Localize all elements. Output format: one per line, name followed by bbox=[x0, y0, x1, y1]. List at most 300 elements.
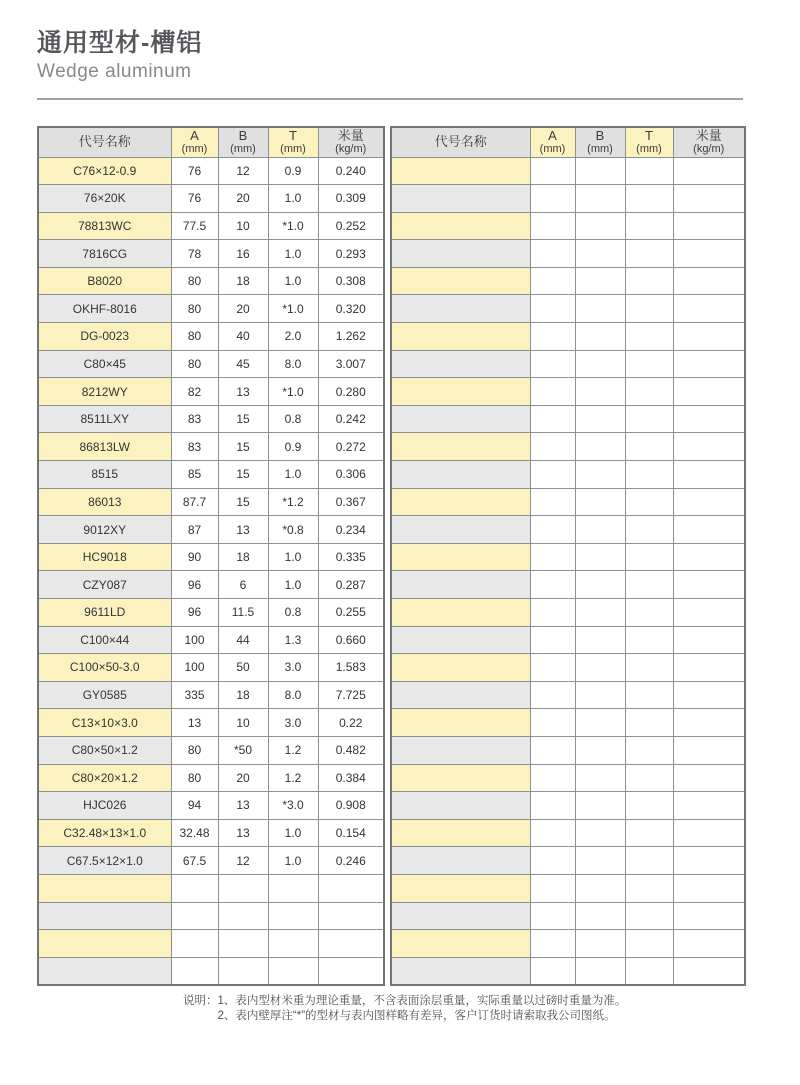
right-table bbox=[390, 126, 746, 986]
cell-b bbox=[575, 571, 625, 599]
table-row bbox=[38, 930, 384, 958]
cell-w bbox=[673, 378, 745, 406]
col-header-name bbox=[38, 127, 171, 157]
cell-name bbox=[38, 902, 171, 930]
col-header-name bbox=[391, 127, 530, 157]
cell-w bbox=[673, 764, 745, 792]
cell-w bbox=[673, 405, 745, 433]
cell-b bbox=[575, 847, 625, 875]
cell-t bbox=[625, 323, 673, 351]
cell-t bbox=[625, 681, 673, 709]
cell-a: 78 bbox=[171, 240, 218, 268]
cell-a: 80 bbox=[171, 764, 218, 792]
cell-t: 1.0 bbox=[268, 847, 318, 875]
cell-w bbox=[673, 681, 745, 709]
cell-w bbox=[673, 543, 745, 571]
cell-t bbox=[268, 957, 318, 985]
cell-name: 76×20K bbox=[38, 185, 171, 213]
cell-name bbox=[391, 267, 530, 295]
cell-w bbox=[673, 212, 745, 240]
cell-w: 0.306 bbox=[318, 461, 384, 489]
note-line-2: 2、表内壁厚注“*”的型材与表内图样略有差异，客户订货时请索取我公司图纸。 bbox=[217, 1009, 616, 1022]
cell-w: 0.272 bbox=[318, 433, 384, 461]
cell-a bbox=[530, 626, 575, 654]
cell-name bbox=[391, 709, 530, 737]
cell-a bbox=[530, 212, 575, 240]
cell-b: 45 bbox=[218, 350, 268, 378]
cell-t bbox=[625, 736, 673, 764]
cell-a: 100 bbox=[171, 654, 218, 682]
table-row bbox=[38, 240, 384, 268]
table-row bbox=[38, 185, 384, 213]
cell-a bbox=[530, 543, 575, 571]
cell-w: 0.280 bbox=[318, 378, 384, 406]
cell-name bbox=[391, 295, 530, 323]
cell-name: 9012XY bbox=[38, 516, 171, 544]
cell-a bbox=[530, 930, 575, 958]
cell-t bbox=[625, 930, 673, 958]
col-header-a-label: A bbox=[190, 128, 199, 144]
cell-w bbox=[318, 930, 384, 958]
cell-b bbox=[575, 736, 625, 764]
table-row bbox=[391, 681, 745, 709]
table-row bbox=[391, 267, 745, 295]
cell-a: 335 bbox=[171, 681, 218, 709]
table-row bbox=[391, 792, 745, 820]
col-header-weight bbox=[673, 127, 745, 157]
cell-b bbox=[575, 681, 625, 709]
table-row bbox=[38, 681, 384, 709]
cell-a bbox=[530, 405, 575, 433]
col-header-weight-unit: (kg/m) bbox=[693, 143, 725, 156]
cell-name bbox=[391, 571, 530, 599]
table-row bbox=[391, 764, 745, 792]
cell-w bbox=[673, 267, 745, 295]
cell-name bbox=[391, 240, 530, 268]
cell-name bbox=[391, 736, 530, 764]
cell-t bbox=[625, 240, 673, 268]
cell-t bbox=[625, 461, 673, 489]
cell-a: 32.48 bbox=[171, 819, 218, 847]
cell-b: 16 bbox=[218, 240, 268, 268]
cell-a bbox=[530, 323, 575, 351]
cell-name: 8212WY bbox=[38, 378, 171, 406]
cell-a: 80 bbox=[171, 295, 218, 323]
cell-name: C100×50-3.0 bbox=[38, 654, 171, 682]
table-row bbox=[391, 323, 745, 351]
col-header-a-label: A bbox=[548, 128, 557, 144]
cell-a bbox=[530, 709, 575, 737]
spec-table bbox=[390, 126, 746, 986]
cell-w: 0.234 bbox=[318, 516, 384, 544]
cell-b bbox=[575, 240, 625, 268]
cell-b bbox=[575, 709, 625, 737]
cell-w bbox=[673, 571, 745, 599]
cell-w bbox=[673, 516, 745, 544]
table-row bbox=[391, 571, 745, 599]
header-row bbox=[38, 127, 384, 157]
cell-t: 3.0 bbox=[268, 709, 318, 737]
cell-a: 87.7 bbox=[171, 488, 218, 516]
cell-name bbox=[391, 378, 530, 406]
col-header-t-label: T bbox=[289, 128, 297, 144]
cell-a bbox=[530, 792, 575, 820]
cell-name bbox=[391, 461, 530, 489]
cell-b bbox=[575, 323, 625, 351]
cell-b bbox=[575, 654, 625, 682]
cell-a: 96 bbox=[171, 599, 218, 627]
cell-name: 8515 bbox=[38, 461, 171, 489]
cell-t: 1.0 bbox=[268, 267, 318, 295]
table-row bbox=[391, 461, 745, 489]
cell-name bbox=[391, 350, 530, 378]
spec-table bbox=[37, 126, 385, 986]
cell-b bbox=[575, 350, 625, 378]
table-row bbox=[38, 819, 384, 847]
cell-b: 13 bbox=[218, 819, 268, 847]
table-row bbox=[391, 736, 745, 764]
cell-a: 82 bbox=[171, 378, 218, 406]
title-rule bbox=[37, 98, 743, 100]
cell-name: C76×12-0.9 bbox=[38, 157, 171, 185]
col-header-t-unit: (mm) bbox=[636, 143, 662, 156]
cell-w bbox=[673, 599, 745, 627]
cell-b: *50 bbox=[218, 736, 268, 764]
cell-t: 0.8 bbox=[268, 405, 318, 433]
cell-w: 0.255 bbox=[318, 599, 384, 627]
col-header-name-label: 代号名称 bbox=[434, 134, 487, 150]
cell-w: 0.660 bbox=[318, 626, 384, 654]
cell-t: *1.0 bbox=[268, 212, 318, 240]
cell-a bbox=[530, 295, 575, 323]
table-row bbox=[391, 543, 745, 571]
cell-t bbox=[268, 874, 318, 902]
cell-name bbox=[391, 654, 530, 682]
cell-t bbox=[625, 847, 673, 875]
cell-w bbox=[673, 902, 745, 930]
cell-w bbox=[673, 957, 745, 985]
cell-w bbox=[673, 792, 745, 820]
col-header-b-label: B bbox=[238, 128, 248, 144]
cell-name bbox=[391, 764, 530, 792]
table-row bbox=[391, 212, 745, 240]
cell-w: 1.262 bbox=[318, 323, 384, 351]
cell-w bbox=[673, 874, 745, 902]
table-row bbox=[391, 433, 745, 461]
table-row bbox=[391, 350, 745, 378]
table-row bbox=[38, 957, 384, 985]
cell-b: 11.5 bbox=[218, 599, 268, 627]
page-title: 通用型材-槽铝 bbox=[37, 29, 203, 57]
cell-name: C80×45 bbox=[38, 350, 171, 378]
cell-w: 0.22 bbox=[318, 709, 384, 737]
cell-name bbox=[391, 323, 530, 351]
cell-a: 96 bbox=[171, 571, 218, 599]
cell-t bbox=[625, 433, 673, 461]
cell-t: 0.8 bbox=[268, 599, 318, 627]
cell-t: 1.0 bbox=[268, 543, 318, 571]
table-row bbox=[38, 405, 384, 433]
cell-a bbox=[171, 902, 218, 930]
cell-name bbox=[391, 902, 530, 930]
cell-w: 0.242 bbox=[318, 405, 384, 433]
cell-a: 90 bbox=[171, 543, 218, 571]
cell-name: C67.5×12×1.0 bbox=[38, 847, 171, 875]
table-row bbox=[391, 488, 745, 516]
cell-a: 76 bbox=[171, 157, 218, 185]
cell-w: 3.007 bbox=[318, 350, 384, 378]
col-header-t-unit: (mm) bbox=[280, 143, 306, 156]
cell-name: C13×10×3.0 bbox=[38, 709, 171, 737]
cell-t: 1.3 bbox=[268, 626, 318, 654]
cell-t: *3.0 bbox=[268, 792, 318, 820]
col-header-t bbox=[625, 127, 673, 157]
cell-t bbox=[268, 902, 318, 930]
cell-a: 85 bbox=[171, 461, 218, 489]
cell-w bbox=[673, 930, 745, 958]
cell-a bbox=[530, 350, 575, 378]
cell-name bbox=[391, 626, 530, 654]
cell-b bbox=[575, 378, 625, 406]
cell-a bbox=[171, 957, 218, 985]
cell-b bbox=[575, 599, 625, 627]
cell-name bbox=[391, 488, 530, 516]
cell-b bbox=[575, 488, 625, 516]
cell-w: 1.583 bbox=[318, 654, 384, 682]
cell-name: C80×20×1.2 bbox=[38, 764, 171, 792]
cell-a: 94 bbox=[171, 792, 218, 820]
cell-w bbox=[673, 488, 745, 516]
cell-b: 44 bbox=[218, 626, 268, 654]
cell-b: 12 bbox=[218, 157, 268, 185]
cell-b: 15 bbox=[218, 488, 268, 516]
col-header-b bbox=[218, 127, 268, 157]
cell-name: HC9018 bbox=[38, 543, 171, 571]
cell-t bbox=[625, 267, 673, 295]
table-row bbox=[38, 543, 384, 571]
cell-b: 15 bbox=[218, 433, 268, 461]
cell-name: CZY087 bbox=[38, 571, 171, 599]
cell-a bbox=[530, 599, 575, 627]
cell-name bbox=[391, 157, 530, 185]
cell-name bbox=[391, 185, 530, 213]
cell-b bbox=[575, 516, 625, 544]
cell-t bbox=[625, 957, 673, 985]
table-row bbox=[38, 378, 384, 406]
cell-name bbox=[391, 681, 530, 709]
cell-w bbox=[673, 157, 745, 185]
table-row bbox=[38, 295, 384, 323]
table-row bbox=[38, 212, 384, 240]
cell-a: 80 bbox=[171, 350, 218, 378]
cell-w bbox=[673, 847, 745, 875]
cell-w bbox=[673, 709, 745, 737]
col-header-b-label: B bbox=[595, 128, 605, 144]
cell-w bbox=[673, 323, 745, 351]
table-row bbox=[391, 626, 745, 654]
cell-name bbox=[391, 819, 530, 847]
notes bbox=[183, 994, 800, 1024]
cell-a bbox=[530, 847, 575, 875]
cell-t: 1.0 bbox=[268, 461, 318, 489]
cell-t bbox=[625, 378, 673, 406]
table-row bbox=[391, 847, 745, 875]
cell-name: GY0585 bbox=[38, 681, 171, 709]
cell-b: 20 bbox=[218, 295, 268, 323]
header-row bbox=[391, 127, 745, 157]
cell-b bbox=[575, 405, 625, 433]
cell-a bbox=[530, 957, 575, 985]
cell-name: OKHF-8016 bbox=[38, 295, 171, 323]
cell-a: 76 bbox=[171, 185, 218, 213]
cell-a bbox=[530, 516, 575, 544]
cell-w: 0.367 bbox=[318, 488, 384, 516]
table-row bbox=[38, 599, 384, 627]
col-header-name-label: 代号名称 bbox=[78, 134, 131, 150]
table-row bbox=[38, 654, 384, 682]
cell-b: 13 bbox=[218, 516, 268, 544]
table-row bbox=[391, 654, 745, 682]
cell-w bbox=[673, 240, 745, 268]
cell-name: 86813LW bbox=[38, 433, 171, 461]
col-header-a bbox=[530, 127, 575, 157]
notes-label: 说明： bbox=[183, 994, 218, 1007]
cell-a bbox=[530, 267, 575, 295]
cell-name bbox=[391, 957, 530, 985]
cell-b bbox=[218, 930, 268, 958]
cell-b bbox=[575, 185, 625, 213]
cell-w bbox=[673, 736, 745, 764]
table-row bbox=[38, 433, 384, 461]
cell-name bbox=[391, 212, 530, 240]
table-row bbox=[38, 461, 384, 489]
cell-w: 0.240 bbox=[318, 157, 384, 185]
table-row bbox=[38, 847, 384, 875]
cell-a: 100 bbox=[171, 626, 218, 654]
cell-t: 0.9 bbox=[268, 433, 318, 461]
cell-w bbox=[673, 433, 745, 461]
cell-t: 1.2 bbox=[268, 764, 318, 792]
cell-t bbox=[625, 516, 673, 544]
table-row bbox=[38, 709, 384, 737]
cell-b bbox=[575, 433, 625, 461]
cell-b bbox=[575, 930, 625, 958]
cell-a: 80 bbox=[171, 736, 218, 764]
cell-b: 18 bbox=[218, 267, 268, 295]
cell-name bbox=[38, 957, 171, 985]
cell-name: 9611LD bbox=[38, 599, 171, 627]
cell-b bbox=[575, 902, 625, 930]
cell-t bbox=[625, 764, 673, 792]
cell-a bbox=[530, 874, 575, 902]
cell-w bbox=[318, 874, 384, 902]
cell-t: 8.0 bbox=[268, 681, 318, 709]
cell-t bbox=[625, 709, 673, 737]
cell-b: 13 bbox=[218, 792, 268, 820]
cell-t bbox=[625, 543, 673, 571]
cell-a bbox=[530, 185, 575, 213]
table-row bbox=[391, 709, 745, 737]
cell-w bbox=[673, 185, 745, 213]
cell-name: 86013 bbox=[38, 488, 171, 516]
cell-t bbox=[625, 654, 673, 682]
cell-b: 10 bbox=[218, 212, 268, 240]
cell-b bbox=[218, 957, 268, 985]
cell-t bbox=[268, 930, 318, 958]
table-row bbox=[391, 930, 745, 958]
cell-a bbox=[530, 433, 575, 461]
col-header-weight-unit: (kg/m) bbox=[335, 143, 367, 156]
cell-b bbox=[575, 626, 625, 654]
cell-t: 1.0 bbox=[268, 571, 318, 599]
cell-t: *0.8 bbox=[268, 516, 318, 544]
cell-b bbox=[218, 874, 268, 902]
table-row bbox=[38, 350, 384, 378]
cell-a: 80 bbox=[171, 323, 218, 351]
cell-name bbox=[391, 543, 530, 571]
cell-a bbox=[530, 819, 575, 847]
cell-name: 78813WC bbox=[38, 212, 171, 240]
cell-a bbox=[530, 240, 575, 268]
page-header bbox=[0, 0, 800, 84]
cell-b bbox=[575, 819, 625, 847]
cell-name bbox=[391, 516, 530, 544]
cell-name bbox=[38, 874, 171, 902]
cell-b bbox=[575, 212, 625, 240]
table-row bbox=[38, 516, 384, 544]
cell-b: 20 bbox=[218, 764, 268, 792]
col-header-a bbox=[171, 127, 218, 157]
cell-b bbox=[575, 874, 625, 902]
cell-b bbox=[575, 157, 625, 185]
cell-name: C32.48×13×1.0 bbox=[38, 819, 171, 847]
cell-t: *1.0 bbox=[268, 378, 318, 406]
cell-name bbox=[391, 433, 530, 461]
cell-a bbox=[530, 902, 575, 930]
cell-w bbox=[673, 350, 745, 378]
cell-t bbox=[625, 350, 673, 378]
cell-name bbox=[391, 405, 530, 433]
cell-t bbox=[625, 571, 673, 599]
cell-w: 0.308 bbox=[318, 267, 384, 295]
cell-w bbox=[673, 819, 745, 847]
cell-name: B8020 bbox=[38, 267, 171, 295]
cell-name: 7816CG bbox=[38, 240, 171, 268]
cell-t bbox=[625, 874, 673, 902]
table-row bbox=[391, 902, 745, 930]
cell-b bbox=[575, 957, 625, 985]
table-row bbox=[391, 874, 745, 902]
cell-t: 1.0 bbox=[268, 819, 318, 847]
cell-w bbox=[673, 461, 745, 489]
cell-a bbox=[530, 378, 575, 406]
table-row bbox=[391, 516, 745, 544]
cell-t: 0.9 bbox=[268, 157, 318, 185]
page-subtitle: Wedge aluminum bbox=[37, 61, 192, 82]
cell-name: HJC026 bbox=[38, 792, 171, 820]
col-header-b bbox=[575, 127, 625, 157]
cell-w: 0.252 bbox=[318, 212, 384, 240]
table-row bbox=[38, 764, 384, 792]
table-row bbox=[391, 819, 745, 847]
cell-name: 8511LXY bbox=[38, 405, 171, 433]
col-header-b-unit: (mm) bbox=[230, 143, 256, 156]
cell-a: 13 bbox=[171, 709, 218, 737]
cell-a bbox=[530, 764, 575, 792]
cell-b bbox=[575, 792, 625, 820]
notes-items bbox=[218, 994, 627, 1024]
cell-name bbox=[391, 792, 530, 820]
